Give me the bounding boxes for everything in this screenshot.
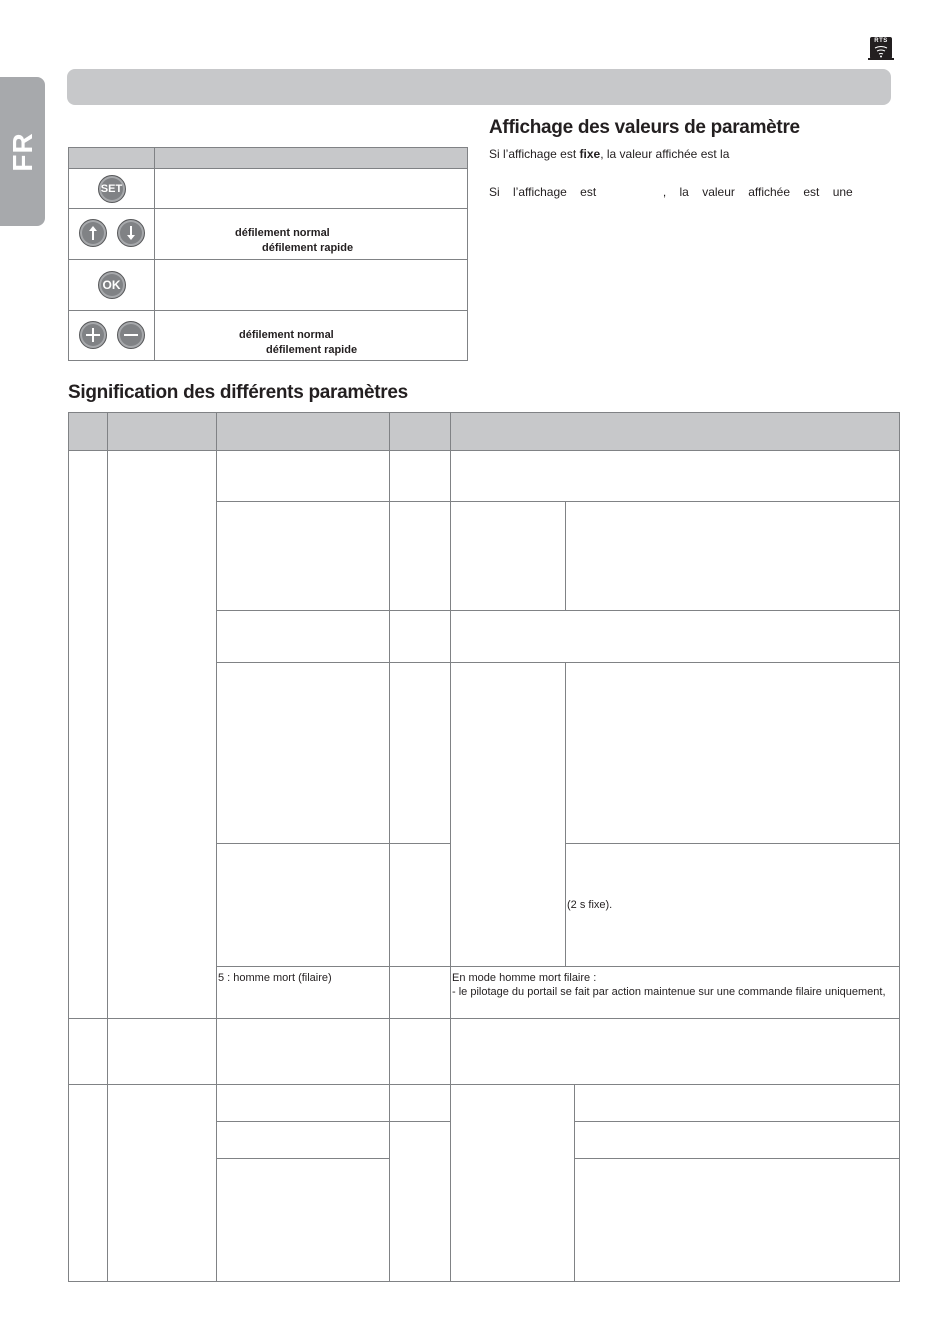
rts-logo (870, 37, 892, 59)
language-label: FR (6, 131, 38, 172)
ok-key[interactable]: OK (98, 271, 126, 299)
arrow-down-icon (118, 220, 144, 246)
table-row (69, 451, 900, 502)
table-row (69, 1085, 900, 1122)
display-fixed-text-b: , la valeur affichée est la (600, 147, 730, 161)
two-seconds-fixed-text: (2 s fixe). (567, 899, 613, 911)
display-values-title: Affichage des valeurs de paramètre (489, 117, 800, 138)
display-fixed-text-a: Si l’affichage est (489, 147, 580, 161)
set-key[interactable]: SET (98, 175, 126, 203)
plus-key[interactable] (79, 321, 107, 349)
normal-scroll-label: défilement normal (235, 227, 330, 239)
language-tab (0, 77, 45, 226)
normal-scroll-label: défilement normal (239, 329, 334, 341)
table-row (69, 311, 468, 361)
keys-table (68, 147, 468, 361)
plus-icon (80, 322, 106, 348)
display-blinking-paragraph: Si l’affichage est , la valeur affichée est une (489, 185, 853, 199)
rts-logo-caption (868, 58, 894, 60)
fixed-keyword: fixe (579, 147, 601, 161)
radio-waves-icon (874, 46, 888, 58)
table-row (69, 1019, 900, 1085)
mode-5-description-line-1: En mode homme mort filaire : (452, 972, 597, 984)
arrow-up-icon (80, 220, 106, 246)
table-header-row (69, 413, 900, 451)
display-fixed-paragraph (489, 147, 729, 161)
arrow-up-key[interactable] (79, 219, 107, 247)
minus-key[interactable] (117, 321, 145, 349)
keys-table-header (69, 148, 468, 169)
mode-5-description (451, 967, 899, 999)
minus-icon (118, 322, 144, 348)
mode-5-label: 5 : homme mort (filaire) (218, 972, 332, 984)
header-bar (67, 69, 891, 105)
parameters-table (68, 412, 900, 1282)
table-row (69, 260, 468, 311)
table-row (69, 169, 468, 209)
mode-5-description-line-2: - le pilotage du portail se fait par action maintenue sur une commande filaire uniquement, (452, 986, 886, 998)
rts-logo-text: RTS (874, 38, 888, 44)
fast-scroll-label: défilement rapide (262, 242, 354, 254)
fast-scroll-label: défilement rapide (266, 344, 358, 356)
arrow-down-key[interactable] (117, 219, 145, 247)
parameters-title: Signification des différents paramètres (68, 382, 408, 403)
table-row (69, 209, 468, 260)
